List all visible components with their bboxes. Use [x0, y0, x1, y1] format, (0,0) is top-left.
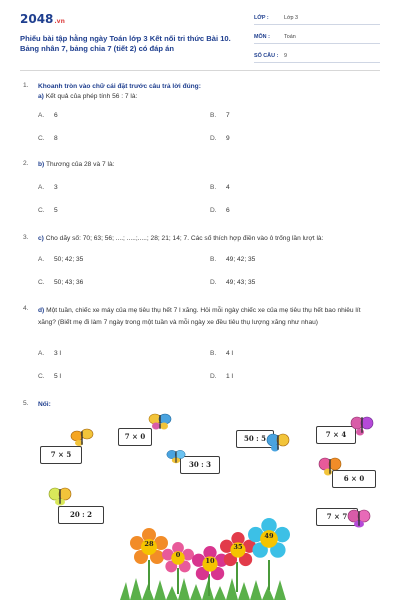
meta-info — [254, 14, 380, 71]
flower-number-label: 10 — [205, 557, 215, 565]
option-b[interactable] — [210, 112, 230, 119]
expression-box[interactable]: 7 × 7 — [316, 508, 358, 526]
option-text: 5 l — [54, 373, 61, 380]
option-c[interactable] — [38, 279, 83, 286]
logo-suffix: .vn — [54, 18, 65, 25]
meta-class-label: LỚP : — [254, 15, 269, 21]
question-part: a) — [38, 93, 44, 100]
question-number: 4. — [23, 305, 29, 312]
header-divider — [20, 70, 380, 71]
option-letter: D. — [210, 135, 217, 142]
question-part: c) — [38, 235, 44, 242]
butterfly-icon — [166, 448, 186, 466]
flower-number[interactable] — [248, 518, 290, 560]
butterfly-icon — [346, 508, 372, 530]
expression-box[interactable]: 30 : 3 — [180, 456, 220, 474]
meta-subject-value: Toán — [284, 34, 296, 40]
question-number: 2. — [23, 160, 29, 167]
site-logo[interactable] — [20, 12, 65, 26]
option-text: 3 l — [54, 350, 61, 357]
expression-box[interactable]: 7 × 0 — [118, 428, 152, 446]
question-number: 3. — [23, 234, 29, 241]
meta-class-row — [254, 14, 380, 25]
option-text: 49; 43; 35 — [226, 279, 256, 286]
option-c[interactable] — [38, 207, 58, 214]
expression-box[interactable]: 50 : 5 — [236, 430, 274, 448]
question-text — [38, 160, 380, 170]
question-text — [38, 305, 380, 328]
option-letter: D. — [210, 373, 217, 380]
option-letter: C. — [38, 373, 45, 380]
option-letter: B. — [210, 350, 217, 357]
option-text: 7 — [226, 112, 230, 119]
logo-main: 2048 — [20, 12, 54, 26]
option-letter: B. — [210, 256, 217, 263]
expression-box[interactable]: 20 : 2 — [58, 506, 104, 524]
option-letter: A. — [38, 350, 45, 357]
option-a[interactable] — [38, 184, 58, 191]
option-text: 6 — [54, 112, 58, 119]
question-instruction: Khoanh tròn vào chữ cái đặt trước câu trả lời đúng: — [38, 83, 201, 90]
question-prompt: Cho dãy số: 70; 63; 56; ....; .....;.....; 28; 21; 14; 7. Các số thích hợp điền vào ô trống lần lượt là: — [45, 235, 324, 242]
option-a[interactable] — [38, 350, 61, 357]
option-text: 4 l — [226, 350, 233, 357]
butterfly-icon — [148, 412, 172, 432]
meta-count-label: SỐ CÂU : — [254, 53, 279, 59]
question-part: b) — [38, 161, 45, 168]
option-letter: C. — [38, 135, 45, 142]
option-letter: A. — [38, 256, 45, 263]
flower-number-label: 0 — [175, 551, 181, 559]
option-a[interactable] — [38, 112, 58, 119]
option-text: 3 — [54, 184, 58, 191]
option-text: 6 — [226, 207, 230, 214]
option-b[interactable] — [210, 256, 255, 263]
butterfly-icon — [48, 486, 72, 508]
option-letter: A. — [38, 112, 45, 119]
option-text: 8 — [54, 135, 58, 142]
option-text: 5 — [54, 207, 58, 214]
butterfly-icon — [266, 432, 290, 454]
option-c[interactable] — [38, 373, 61, 380]
flower-number-label: 49 — [264, 532, 274, 540]
question-part: d) — [38, 307, 45, 314]
option-b[interactable] — [210, 184, 230, 191]
meta-subject-label: MÔN : — [254, 34, 270, 40]
option-letter: A. — [38, 184, 45, 191]
option-letter: B. — [210, 112, 217, 119]
option-text: 50; 43; 36 — [54, 279, 84, 286]
expression-box[interactable]: 7 × 4 — [316, 426, 356, 444]
question-prompt: Thương của 28 và 7 là: — [45, 161, 115, 168]
expression-box[interactable]: 6 × 0 — [332, 470, 376, 488]
meta-subject-row — [254, 33, 380, 44]
option-text: 4 — [226, 184, 230, 191]
option-text: 50; 42; 35 — [54, 256, 84, 263]
question-instruction: Nối: — [38, 401, 51, 408]
question-number: 5. — [23, 400, 29, 407]
worksheet-title: Phiếu bài tập hằng ngày Toán lớp 3 Kết nối tri thức Bài 10. Bảng nhân 7, bảng chia 7 (tiết 2) có đáp án — [20, 34, 231, 53]
question-number: 1. — [23, 82, 29, 89]
question-text — [38, 234, 380, 244]
option-d[interactable] — [210, 279, 255, 286]
option-text: 49; 42; 35 — [226, 256, 256, 263]
option-letter: B. — [210, 184, 217, 191]
butterfly-icon — [318, 456, 342, 478]
option-a[interactable] — [38, 256, 83, 263]
option-letter: C. — [38, 207, 45, 214]
option-letter: C. — [38, 279, 45, 286]
option-c[interactable] — [38, 135, 58, 142]
flower-number-label: 35 — [233, 543, 243, 551]
option-b[interactable] — [210, 350, 233, 357]
option-letter: D. — [210, 207, 217, 214]
flower-number[interactable] — [162, 542, 194, 574]
butterfly-icon — [70, 428, 94, 448]
question-text — [38, 82, 380, 102]
option-letter: D. — [210, 279, 217, 286]
butterfly-icon — [350, 414, 374, 438]
meta-class-value: Lớp 3 — [284, 15, 299, 21]
option-text: 9 — [226, 135, 230, 142]
option-text: 1 l — [226, 373, 233, 380]
option-d[interactable] — [210, 373, 233, 380]
question-prompt: Kết quả của phép tính 56 : 7 là: — [45, 93, 138, 100]
flower-number-label: 28 — [144, 540, 154, 548]
question-prompt: Một tuần, chiếc xe máy của mẹ tiêu thụ hết 7 l xăng. Hỏi mỗi ngày chiếc xe của mẹ tiêu thụ hết bao nhiêu lít xăng? (Biết mẹ đi làm 7 ngày trong một tuần và mỗi ngày xe đều tiêu thụ lượng xăng như nhau) — [38, 307, 361, 326]
option-d[interactable] — [210, 207, 230, 214]
meta-count-value: 9 — [284, 53, 287, 59]
option-d[interactable] — [210, 135, 230, 142]
expression-box[interactable]: 7 × 5 — [40, 446, 82, 464]
meta-count-row — [254, 52, 380, 63]
